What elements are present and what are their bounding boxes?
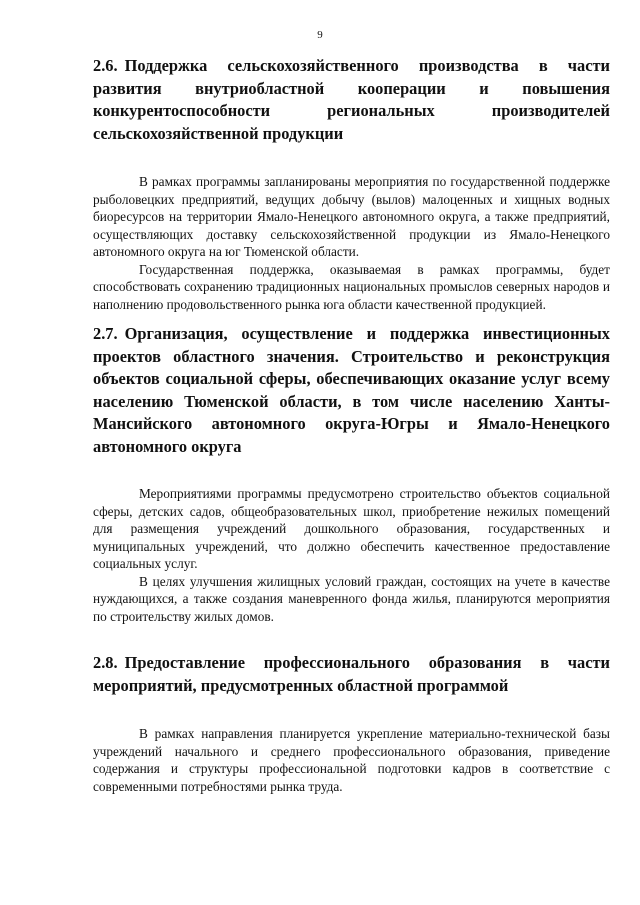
section-heading (93, 323, 610, 458)
section-heading (93, 652, 610, 697)
section-2-6 (93, 55, 610, 313)
section-heading (93, 55, 610, 145)
section-2-7 (93, 323, 610, 625)
section-number: 2.7. (93, 324, 118, 343)
section-title: Предоставление профессионального образования в части мероприятий, предусмотренных областной программой (93, 653, 610, 695)
paragraph: Мероприятиями программы предусмотрено строительство объектов социальной сферы, детских садов, общеобразовательных школ, приобретение нежилых помещений для размещения учреждений дошкольного образования, государственных и муниципальных учреждений, что должно обеспечить качественное предоставление социальных услуг. (93, 486, 610, 571)
section-number: 2.8. (93, 653, 118, 672)
paragraph: В целях улучшения жилищных условий граждан, состоящих на учете в качестве нуждающихся, а также создания маневренного фонда жилья, планируются мероприятия по строительству жилых домов. (93, 573, 610, 624)
section-2-8 (93, 652, 610, 795)
paragraph: Государственная поддержка, оказываемая в рамках программы, будет способствовать сохранению традиционных национальных промыслов северных народов и наполнению продовольственного рынка юга области качественной продукцией. (93, 261, 610, 312)
section-title: Поддержка сельскохозяйственного производства в части развития внутриобластной кооперации и повышения конкурентоспособности региональных производителей сельскохозяйственной продукции (93, 56, 610, 143)
section-title: Организация, осуществление и поддержка инвестиционных проектов областного значения. Строительство и реконструкция объектов социальной сферы, обеспечивающих оказание услуг всему населению Тюменской области, в том числе населению Ханты-Мансийского автономного округа-Югры и Ямало-Ненецкого автономного округа (93, 324, 610, 456)
document-body (93, 55, 610, 795)
section-number: 2.6. (93, 56, 118, 75)
paragraph: В рамках программы запланированы мероприятия по государственной поддержке рыболовецких предприятий, ведущих добычу (вылов) малоценных и хищных водных биоресурсов на территории Ямало-Ненецкого автономного округа, а также предприятий, осуществляющих доставку сельскохозяйственной продукции из Ямало-Ненецкого автономного округа на юг Тюменской области. (93, 174, 610, 259)
page-number: 9 (317, 29, 323, 41)
paragraph: В рамках направления планируется укрепление материально-технической базы учреждений начального и среднего профессионального образования, приведение содержания и структуры профессиональной подготовки кадров в соответствие с современными потребностями рынка труда. (93, 726, 610, 794)
